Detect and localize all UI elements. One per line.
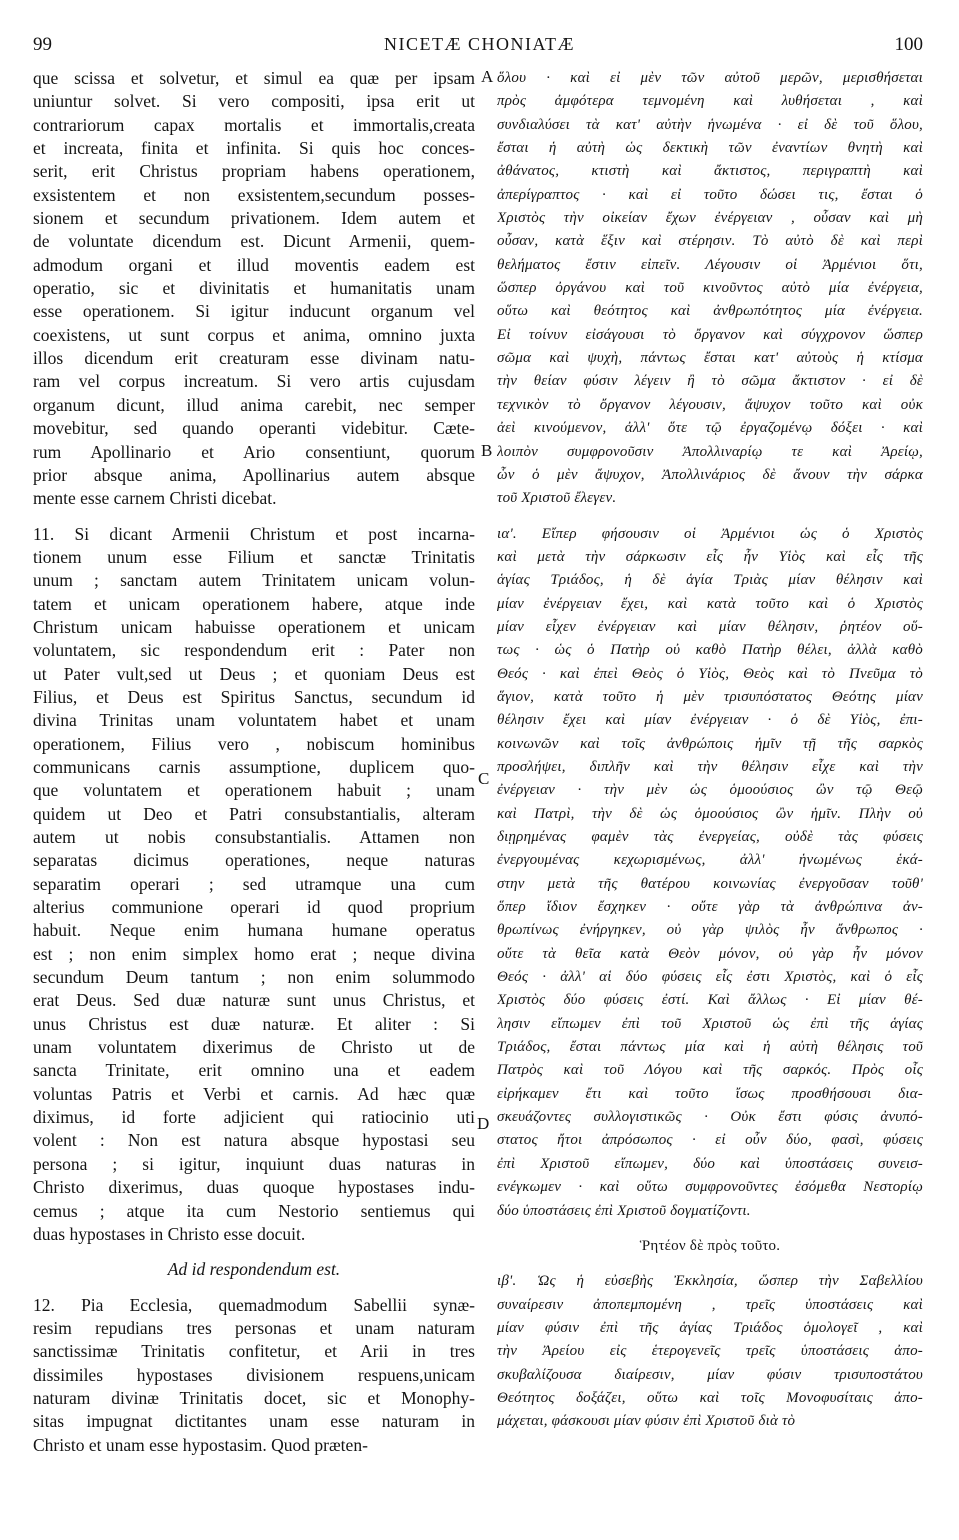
- latin-text-line: resim repudians tres personas et unam naturam: [33, 1317, 475, 1338]
- latin-text-line: sanctissimæ Trinitatis confitetur, et Arii in tres: [33, 1341, 475, 1362]
- greek-text-line: τὴν θείαν φύσιν λέγειν ἢ τὸ σῶμα ἄκτιστον · εἰ δὲ: [497, 373, 923, 390]
- greek-text-line: σῶμα καὶ ψυχὴ, πάντως ἔσται κατ' αὐτοὺς ἡ κτίσμα: [497, 350, 923, 367]
- latin-text-line: alterius communione operari id quod proprium: [33, 897, 475, 918]
- greek-text-line: ἔσται ἡ αὐτὴ ὡς δεκτικὴ τῶν ἐναντίων θνητὴ καὶ: [497, 140, 923, 157]
- greek-text-line: μίαν ἐνέργειαν ἔχει, καὶ κατὰ τοῦτο καὶ ὁ Χριστὸς: [497, 595, 923, 612]
- greek-text-line: ἀπερίγραπτος · καὶ εἰ τοῦτο δώσει τις, ἔσται ὁ: [497, 186, 923, 203]
- greek-text-line: Θεός · ἀλλ' αἱ δύο φύσεις εἷς ἐστι Χριστὸς, καὶ ὁ εἷς: [497, 969, 923, 986]
- latin-text-line: voluntas Patris et Verbi et carnis. Ad hæc quæ: [33, 1083, 475, 1104]
- latin-text-line: movebitur, sed quando operanti videbitur. Cæte-: [33, 418, 475, 439]
- latin-text-line: erat Deus. Sed duæ naturæ sunt unus Christus, et: [33, 990, 475, 1011]
- greek-text-line: τὴν Ἀρείου εἰς ἑτερογενεῖς τρεῖς ὑποστάσεις ἀπο-: [497, 1343, 923, 1360]
- greek-text-line: ἀθάνατος, κτιστὴ καὶ ἄκτιστος, περιγραπτὴ καὶ: [497, 163, 923, 180]
- margin-marker-b: B: [481, 441, 493, 460]
- greek-text-line: ὅλου · καὶ εἰ μὲν τῶν αὐτοῦ μερῶν, μερισθήσεται: [497, 70, 923, 86]
- latin-text-line: serit, erit Christus propriam habens operationem,: [33, 161, 475, 182]
- latin-text-line: sionem et secundum privationem. Idem autem et: [33, 208, 475, 229]
- latin-text-line: unus Christus est duæ naturæ. Et aliter : Si: [33, 1013, 475, 1034]
- latin-text-line: est ; non enim simplex homo erat ; neque divina: [33, 943, 475, 964]
- latin-text-line: Filius, et Deus est Spiritus Sanctus, secundum id: [33, 686, 475, 707]
- latin-text-line: et increata, finita et infinita. Si quis hoc conces-: [33, 138, 475, 159]
- latin-text-line: uniuntur solvet. Si vero compositi, ipsa erit ut: [33, 91, 475, 112]
- greek-text-line: συνδιαλύσει τὰ κατ' αὐτὴν ἡνωμένα · εἰ δὲ τοῦ ὅλου,: [497, 116, 923, 133]
- greek-text-line: λοιπὸν συμφρονοῦσιν Ἀπολλιναρίῳ τε καὶ Ἀρείῳ,: [497, 443, 923, 460]
- running-header: [0, 34, 959, 58]
- greek-text-line: μάχεται, φάσκουσι μίαν φύσιν ἐπὶ Χριστοῦ διὰ τὸ: [497, 1413, 796, 1430]
- greek-text-line: κοινωνῶν καὶ τοῖς ἀνθρώποις ἡμῖν τῇ τῆς σαρκὸς: [497, 735, 923, 752]
- greek-text-line: πρὸς ἀμφότερα τεμνομένη καὶ λυθήσεται , καὶ: [497, 93, 923, 110]
- greek-text-line: συναίρεσιν ἀποπεμπομένη , τρεῖς ὑποστάσεις καὶ: [497, 1296, 923, 1313]
- margin-marker-a: A: [481, 67, 494, 86]
- latin-text-line: divina Trinitas unam voluntatem habet et unam: [33, 710, 475, 731]
- latin-text-line: 12. Pia Ecclesia, quemadmodum Sabellii synæ-: [33, 1294, 475, 1315]
- greek-text-line: Χριστὸς δύο φύσεις ἐστί. Καὶ ἄλλως · Εἰ μίαν θέ-: [497, 992, 923, 1009]
- greek-text-line: θελήματος ἔστιν εἰπεῖν. Λέγουσιν οἱ Ἀρμένιοι ὅτι,: [497, 256, 923, 273]
- greek-text-line: Πατρὸς καὶ τοῦ Λόγου καὶ τῆς σαρκός. Πρὸς οἷς: [497, 1062, 923, 1079]
- margin-marker-d: D: [477, 1114, 490, 1133]
- latin-text-line: rum Apollinario et Ario consentiunt, quorum: [33, 441, 475, 462]
- greek-text-line: ὧν ὁ μὲν ἄψυχον, Ἀπολλινάριος δὲ ἄνουν τὴν σάρκα: [497, 466, 923, 483]
- right-page-number: 100: [894, 34, 923, 55]
- greek-text-line: Θεός · καὶ ἐπεὶ Θεὸς ὁ Υἱὸς, Θεὸς καὶ τὸ Πνεῦμα τὸ: [497, 665, 923, 682]
- latin-text-line: coexistens, ut sunt corpus et anima, omnino juxta: [33, 324, 475, 345]
- greek-text-line: διῃρημένας φαμὲν τὰς ἐνεργείας, οὐδὲ τὰς φύσεις: [497, 829, 923, 845]
- greek-text-line: τοῦ Χριστοῦ ἔλεγεν.: [497, 490, 617, 507]
- latin-text-line: habuit. Neque enim humana humane operatus: [33, 920, 475, 941]
- greek-text-line: τεχνικὸν τὸ ὄργανον λέγουσιν, ἄψυχον τοῦτο καὶ οὐκ: [497, 396, 923, 413]
- greek-text-line: ὥσπερ ὀργάνου καὶ τοῦ κινοῦντος αὐτὸ μία ἐνέργεια,: [497, 280, 923, 297]
- latin-section-heading: Ad id respondendum est.: [167, 1259, 341, 1280]
- latin-text-line: Christum unicam habuisse operationem et unicam: [33, 616, 475, 637]
- greek-text-line: ἐνεργουμένας κεχωρισμένως, ἀλλ' ἡνωμένως ἑκά-: [497, 852, 923, 869]
- greek-text-line: σκυβαλίζουσα διαίρεσιν, μίαν φύσιν τρισυποστάτου: [497, 1366, 923, 1383]
- greek-text-line: δύο ὑποστάσεις ἐπὶ Χριστοῦ δογματίζοντι.: [497, 1202, 751, 1219]
- latin-text-line: admodum organi et illud moventis eadem est: [33, 254, 475, 275]
- greek-text-line: καὶ μετὰ τὴν σάρκωσιν εἷς ἦν Υἱὸς καὶ εἷς τῆς: [497, 548, 923, 565]
- greek-text-line: ἁγίας Τριάδος, ἡ δὲ ἁγία Τριὰς μίαν θέλησιν καὶ: [497, 572, 923, 589]
- greek-text-line: τως · ὡς ὁ Πατὴρ οὐ καθὸ Πατὴρ θέλει, ἀλλὰ καθὸ: [497, 642, 923, 659]
- latin-text-line: esse operationem. Si igitur inducunt organum vel: [33, 301, 475, 322]
- latin-text-line: illos dicendum erit creaturam esse divinam natu-: [33, 348, 475, 369]
- margin-marker-c: C: [478, 769, 490, 788]
- latin-text-line: tatem et unicam operationem habere, atque inde: [33, 593, 475, 614]
- greek-text-line: σκευάζοντες συλλογιστικῶς · Οὐκ ἔστι φύσις ἀνυπό-: [497, 1109, 923, 1126]
- greek-text-line: Χριστὸς τὴν οἰκείαν ἔχων ἐνέργειαν , οὖσαν καὶ μὴ: [497, 210, 923, 227]
- greek-text-line: εἰρήκαμεν ἔτι καὶ τοῦτο ἴσως προσθήσουσι δια-: [497, 1085, 923, 1102]
- greek-text-line: στατος ἤτοι ἀπρόσωπος · εἰ οὖν δύο, φασὶ, φύσεις: [497, 1132, 923, 1149]
- latin-text-line: ut Pater vult,sed ut Deus ; et quoniam Deus est: [33, 663, 475, 684]
- greek-column: [497, 67, 923, 1434]
- latin-text-line: unum ; sanctam autem Trinitatem unicam volun-: [33, 570, 475, 591]
- greek-text-line: προσλήψει, διπλῆν καὶ τὴν θέλησιν εἶχε καὶ τὴν: [497, 758, 923, 775]
- latin-text-line: contrariorum capax mortalis et immortalis,creata: [33, 114, 475, 135]
- greek-text-line: μίαν φύσιν ἐπὶ τῆς ἁγίας Τριάδος ὁμολογεῖ , καὶ: [497, 1319, 923, 1336]
- paragraph-gap: [497, 1258, 923, 1270]
- latin-text-line: naturam divinæ Trinitatis docet, sic et Monophy-: [33, 1387, 475, 1408]
- greek-text-line: ιβ'. Ὡς ἡ εὐσεβὴς Ἐκκλησία, ὥσπερ τὴν Σαβελλίου: [497, 1273, 923, 1290]
- latin-text-line: voluntatem, sic respondendum erit : Pater non: [33, 640, 475, 661]
- greek-text-line: στην μετὰ τῆς θατέρου κοινωνίας ἐνεργοῦσαν τοῦθ': [497, 875, 923, 892]
- latin-text-line: dissimiles hypostases divisionem respuens,unicam: [33, 1364, 475, 1385]
- greek-text-line: ἐνέργειαν · τὴν μὲν ὡς ὁμοούσιος ὢν τῷ Θεῷ: [497, 782, 923, 799]
- paragraph-gap: [497, 511, 923, 523]
- latin-text-line: operatio, sic et divinitatis et humanitatis unam: [33, 278, 475, 299]
- latin-text-line: autem ut nobis consubstantialis. Attamen non: [33, 827, 475, 847]
- latin-text-line: que scissa et solvetur, et simul ea quæ per ipsam: [33, 68, 475, 88]
- greek-text-line: ἀεὶ κινούμενον, ἀλλ' ὅτε τῷ ἐργαζομένῳ δόξει · καὶ: [497, 420, 923, 437]
- latin-text-line: unam voluntatem dixerimus de Christo ut de: [33, 1037, 475, 1058]
- latin-text-line: tionem unum esse Filium et sanctæ Trinitatis: [33, 546, 475, 567]
- greek-text-line: θέλησιν ἔχει καὶ μίαν ἐνέργειαν · ὁ δὲ Υἱὸς, ἐπι-: [497, 712, 923, 729]
- latin-text-line: Christo et unam esse hypostasim. Quod præten-: [33, 1434, 368, 1455]
- greek-text-line: Θεότητος δοξάζει, οὕτω καὶ τοῖς Μονοφυσίταις ἀπο-: [497, 1389, 923, 1406]
- latin-text-line: exsistentem et non exsistentem,secundum posses-: [33, 184, 475, 205]
- greek-text-line: ἐπὶ Χριστοῦ εἴπωμεν, δύο καὶ ὑποστάσεις συνεισ-: [497, 1155, 923, 1172]
- greek-text-line: οὖσαν, κατὰ ἕξιν καὶ στέρησιν. Τὸ αὐτὸ δὲ καὶ περὶ: [497, 233, 923, 250]
- greek-text-line: Εἰ τοίνυν εἰσάγουσι τὸ ὄργανον καὶ σύγχρονον ὥσπερ: [497, 326, 923, 343]
- latin-text-line: prior absque anima, Apollinarius autem absque: [33, 464, 475, 485]
- running-title: NICETÆ CHONIATÆ: [384, 34, 575, 54]
- greek-text-line: ὅπερ ἴδιον ἔσχηκεν · οὔτε γὰρ τὰ ἀνθρώπινα ἀν-: [497, 899, 923, 916]
- latin-text-line: volent : Non est natura absque hypostasi seu: [33, 1130, 475, 1151]
- latin-text-line: separatas dicimus operationes, neque naturas: [33, 850, 475, 871]
- latin-text-line: separatim operari ; sed utramque una cum: [33, 873, 475, 894]
- left-page-number: 99: [33, 34, 52, 55]
- latin-text-line: secundum Deum tantum ; non enim solummodo: [33, 967, 475, 988]
- latin-text-line: cemus ; atque ita cum Nestorio sentiemus qui: [33, 1200, 475, 1221]
- paragraph-gap: [33, 511, 475, 523]
- greek-section-heading: Ῥητέον δὲ πρὸς τοῦτο.: [639, 1237, 781, 1254]
- greek-text-line: ενέγκωμεν · καὶ οὕτω συμφρονοῦντες ἐσόμεθα Νεστορίῳ: [497, 1179, 923, 1196]
- latin-text-line: Christo dixerimus, duas quoque hypostases indu-: [33, 1177, 475, 1198]
- latin-text-line: de voluntate dicendum est. Dicunt Armenii, quem-: [33, 231, 475, 252]
- greek-text-line: θρωπίνως ἐνήργηκεν, οὐ γὰρ ψιλὸς ἦν ἄνθρωπος ·: [497, 922, 923, 939]
- latin-text-line: que voluntatem et operationem habuit ; unam: [33, 780, 475, 801]
- latin-text-line: ram vel corpus increatum. Si vero artis cujusdam: [33, 371, 475, 392]
- latin-text-line: quidem ut Deo et Patri consubstantialis, alteram: [33, 803, 475, 824]
- paragraph-gap: [497, 1223, 923, 1235]
- greek-text-line: οὕτω καὶ θεότητος καὶ ἀνθρωπότητος μία ἐνέργεια.: [497, 303, 923, 320]
- latin-text-line: communicans carnis assumptione, duplicem quo-: [33, 756, 475, 777]
- latin-text-line: diximus, id forte adjicient qui ratiocinio uti: [33, 1107, 475, 1128]
- greek-text-line: οὔτε τὰ θεῖα κατὰ Θεὸν μόνον, οὐ γὰρ ἦν μόνον: [497, 945, 923, 962]
- latin-text-line: persona ; si igitur, inquiunt duas naturas in: [33, 1153, 475, 1174]
- latin-text-line: operationem, Filius vero , nobiscum hominibus: [33, 733, 475, 754]
- paragraph-gap: [33, 1282, 475, 1294]
- latin-text-line: mente esse carnem Christi dicebat.: [33, 488, 277, 509]
- greek-text-line: Τριάδος, ἔσται πάντως μία καὶ ἡ αὐτὴ θέλησις τοῦ: [497, 1039, 923, 1056]
- paragraph-gap: [33, 1246, 475, 1258]
- greek-text-line: ἅγιον, κατὰ τοῦτο ἡ μὲν τρισυπόστατος Θεότης μίαν: [497, 688, 923, 705]
- latin-column: [33, 67, 475, 1457]
- greek-text-line: καὶ Πατρὶ, τὴν δὲ ὡς ὁμοούσιος ὢν ἡμῖν. Πλὴν οὐ: [497, 805, 923, 822]
- latin-text-line: sitas impugnat dictitantes unam esse naturam in: [33, 1411, 475, 1432]
- latin-text-line: sancta Trinitate, erit omnino una et eadem: [33, 1060, 475, 1081]
- latin-text-line: duas hypostases in Christo esse docuit.: [33, 1223, 306, 1244]
- latin-text-line: 11. Si dicant Armenii Christum et post incarna-: [33, 523, 475, 544]
- greek-text-line: λησιν εἴπωμεν ἐπὶ τοῦ Χριστοῦ ὡς ἐπὶ τῆς ἁγίας: [497, 1015, 923, 1032]
- latin-text-line: organum dicunt, illud anima carebit, nec semper: [33, 394, 475, 415]
- greek-text-line: μίαν εἶχεν ἐνέργειαν καὶ μίαν θέλησιν, ῥητέον οὕ-: [497, 618, 923, 635]
- greek-text-line: ια'. Εἴπερ φήσουσιν οἱ Ἀρμένιοι ὡς ὁ Χριστὸς: [497, 525, 923, 542]
